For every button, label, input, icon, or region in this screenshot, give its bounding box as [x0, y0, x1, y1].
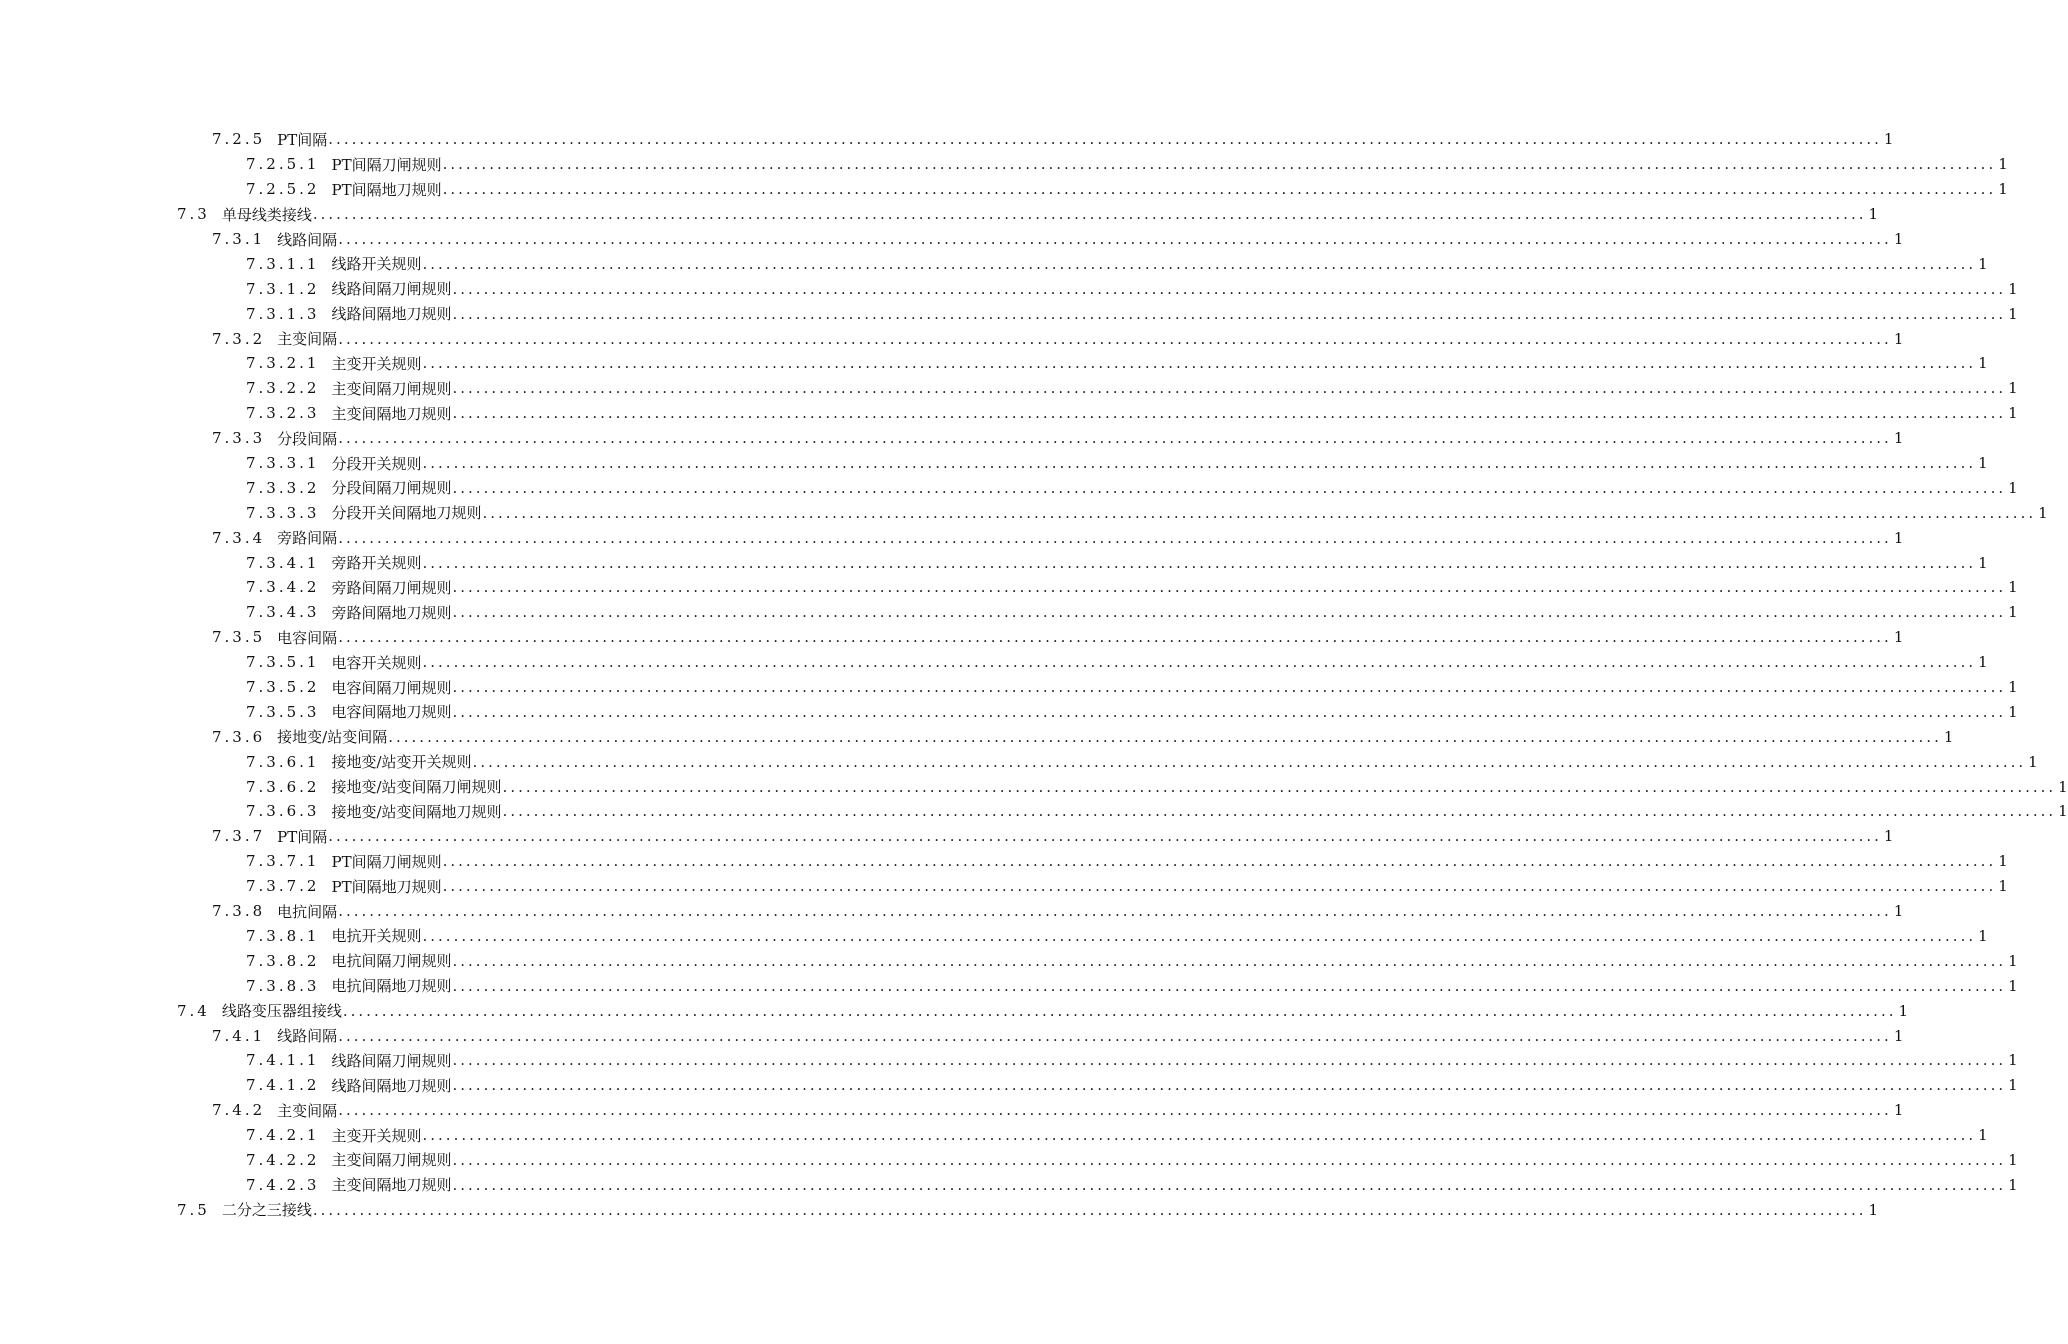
toc-entry-number: 7.3.7.1 — [246, 852, 320, 871]
toc-entry[interactable] — [0, 575, 2018, 600]
toc-dot-leader: ........................................................................................................................................................................................................ — [338, 1026, 1892, 1045]
toc-dot-leader: ........................................................................................................................................................................................................ — [338, 329, 1892, 348]
toc-entry-page-number: 1 — [1978, 454, 1988, 473]
toc-entry[interactable] — [0, 874, 2008, 899]
toc-dot-leader: ........................................................................................................................................................................................................ — [338, 230, 1892, 248]
toc-entry[interactable] — [0, 376, 2018, 401]
toc-entry-page-number: 1 — [2008, 678, 2018, 697]
toc-entry-number: 7.4.2.3 — [246, 1175, 320, 1194]
toc-entry-title: 分段间隔 — [277, 429, 338, 448]
toc-entry-number: 7.3.1.2 — [246, 279, 320, 298]
toc-entry-title: 电容间隔地刀规则 — [331, 703, 452, 722]
toc-entry[interactable] — [0, 1048, 2018, 1073]
toc-entry-number: 7.2.5 — [212, 130, 266, 149]
toc-entry-text — [246, 1149, 2006, 1170]
toc-dot-leader: ........................................................................................................................................................................................................ — [452, 478, 2007, 497]
toc-entry[interactable] — [0, 849, 2008, 874]
toc-entry-page-number: 1 — [1893, 528, 1904, 547]
toc-entry-number: 7.4.2.1 — [246, 1126, 320, 1145]
toc-entry-title: PT间隔地刀规则 — [331, 877, 442, 896]
toc-entry-title: 线路间隔地刀规则 — [331, 305, 452, 324]
toc-entry-page-number: 1 — [1943, 727, 1954, 746]
toc-entry-text — [246, 801, 2056, 822]
toc-entry-text — [246, 179, 1996, 200]
toc-entry-title: 线路间隔 — [277, 230, 338, 249]
toc-dot-leader: ........................................................................................................................................................................................................ — [452, 304, 2007, 323]
toc-entry-text — [177, 1000, 1897, 1021]
toc-dot-leader: ........................................................................................................................................................................................................ — [452, 702, 2007, 721]
table-of-contents — [0, 127, 2068, 1222]
toc-dot-leader: ........................................................................................................................................................................................................ — [472, 752, 2027, 771]
toc-dot-leader: ........................................................................................................................................................................................................ — [422, 653, 1977, 672]
toc-entry-number: 7.2.5.1 — [246, 155, 320, 174]
toc-entry[interactable] — [0, 451, 1988, 476]
toc-entry-text — [246, 950, 2006, 971]
toc-entry-text — [212, 229, 1892, 250]
toc-entry-text — [246, 975, 2006, 996]
toc-entry-number: 7.4.1.1 — [246, 1051, 320, 1070]
toc-entry-page-number: 1 — [1883, 827, 1894, 846]
toc-entry-text — [212, 826, 1882, 847]
toc-entry-title: 线路间隔 — [277, 1027, 338, 1045]
toc-entry-page-number: 1 — [2008, 304, 2018, 323]
toc-entry-page-number: 1 — [2008, 1175, 2018, 1194]
toc-entry-title: 主变间隔地刀规则 — [331, 404, 452, 423]
toc-dot-leader: ........................................................................................................................................................................................................ — [452, 404, 2007, 423]
toc-entry-page-number: 1 — [2008, 279, 2018, 298]
toc-entry-page-number: 1 — [1978, 653, 1988, 672]
toc-entry-number: 7.3.8 — [212, 902, 266, 921]
toc-entry-number: 7.3.1 — [212, 230, 266, 248]
toc-entry-number: 7.3.3 — [212, 429, 266, 448]
toc-dot-leader: ........................................................................................................................................................................................................ — [422, 1126, 1977, 1145]
toc-dot-leader: ........................................................................................................................................................................................................ — [452, 976, 2007, 995]
toc-dot-leader: ........................................................................................................................................................................................................ — [442, 852, 1997, 871]
toc-entry-number: 7.3.6 — [212, 727, 266, 746]
toc-entry-title: 主变间隔刀闸规则 — [331, 1151, 452, 1170]
toc-entry-page-number: 1 — [1978, 1126, 1988, 1145]
toc-dot-leader: ........................................................................................................................................................................................................ — [422, 454, 1977, 473]
toc-entry[interactable] — [0, 152, 2008, 177]
toc-entry-page-number: 1 — [2028, 752, 2038, 771]
toc-entry-page-number: 1 — [2008, 1150, 2018, 1169]
toc-entry[interactable] — [0, 1073, 2018, 1098]
toc-entry-number: 7.3.2.2 — [246, 379, 320, 398]
toc-entry-page-number: 1 — [2058, 802, 2068, 821]
toc-entry-text — [246, 403, 2006, 424]
toc-entry-title: 线路间隔刀闸规则 — [331, 280, 452, 299]
toc-entry-title: 电容间隔 — [277, 628, 338, 647]
toc-dot-leader: ........................................................................................................................................................................................................ — [422, 254, 1977, 273]
toc-entry-page-number: 1 — [1998, 180, 2008, 199]
toc-entry-number: 7.3.3.1 — [246, 454, 320, 473]
toc-entry-number: 7.3.2 — [212, 329, 266, 348]
toc-entry[interactable] — [0, 351, 1988, 376]
toc-entry-title: 单母线类接线 — [221, 205, 312, 224]
toc-entry[interactable] — [0, 799, 2068, 824]
toc-entry-number: 7.3.2.3 — [246, 404, 320, 423]
toc-entry-text — [212, 527, 1892, 548]
toc-entry-number: 7.3.5.3 — [246, 702, 320, 721]
toc-entry[interactable] — [0, 227, 1904, 252]
toc-entry-number: 7.3.8.2 — [246, 951, 320, 970]
toc-entry-page-number: 1 — [1893, 1101, 1904, 1120]
toc-entry-text — [246, 477, 2006, 498]
toc-entry-title: 电抗间隔刀闸规则 — [331, 952, 452, 971]
toc-entry[interactable] — [0, 276, 2018, 301]
toc-entry[interactable] — [0, 1197, 1879, 1222]
toc-entry-title: 旁路间隔刀闸规则 — [331, 578, 452, 597]
toc-entry-text — [212, 129, 1882, 150]
toc-entry-text — [246, 677, 2006, 698]
toc-entry[interactable] — [0, 699, 2018, 724]
toc-entry-number: 7.3.4.1 — [246, 553, 320, 572]
toc-entry-title: 电抗间隔地刀规则 — [331, 977, 452, 996]
toc-dot-leader: ........................................................................................................................................................................................................ — [482, 503, 2037, 522]
toc-entry-number: 7.4.2.2 — [246, 1150, 320, 1169]
toc-entry-title: 分段间隔刀闸规则 — [331, 479, 452, 498]
toc-entry[interactable] — [0, 500, 2048, 525]
toc-entry-number: 7.3.3.2 — [246, 478, 320, 497]
toc-entry-page-number: 1 — [1893, 628, 1904, 647]
toc-dot-leader: ........................................................................................................................................................................................................ — [342, 1001, 1897, 1020]
toc-entry-page-number: 1 — [1893, 329, 1904, 348]
toc-entry-number: 7.3.4.2 — [246, 578, 320, 597]
toc-entry-number: 7.3.7.2 — [246, 877, 320, 896]
toc-dot-leader: ........................................................................................................................................................................................................ — [452, 1076, 2007, 1095]
toc-entry-page-number: 1 — [1883, 130, 1894, 149]
toc-entry-text — [246, 253, 1976, 274]
toc-dot-leader: ........................................................................................................................................................................................................ — [452, 1175, 2007, 1194]
toc-entry[interactable] — [0, 251, 1988, 276]
toc-entry-number: 7.3 — [177, 205, 210, 224]
toc-dot-leader: ........................................................................................................................................................................................................ — [338, 628, 1892, 647]
toc-entry[interactable] — [0, 749, 2038, 774]
toc-entry[interactable] — [0, 625, 1904, 650]
toc-entry[interactable] — [0, 1123, 1988, 1148]
toc-dot-leader: ........................................................................................................................................................................................................ — [312, 205, 1867, 224]
toc-entry-number: 7.4.1 — [212, 1026, 266, 1045]
toc-entry[interactable] — [0, 426, 1904, 451]
toc-entry-page-number: 1 — [2008, 702, 2018, 721]
toc-entry-title: 旁路间隔 — [277, 529, 338, 548]
toc-entry-text — [246, 602, 2006, 623]
toc-entry-text — [246, 925, 1976, 946]
toc-entry-number: 7.3.4.3 — [246, 603, 320, 622]
toc-entry-text — [212, 1025, 1892, 1046]
toc-entry-title: 线路间隔刀闸规则 — [331, 1051, 452, 1070]
toc-entry-text — [212, 1100, 1892, 1121]
toc-entry[interactable] — [0, 301, 2018, 326]
toc-dot-leader: ........................................................................................................................................................................................................ — [442, 180, 1997, 199]
toc-entry[interactable] — [0, 202, 1879, 227]
toc-entry-page-number: 1 — [2008, 578, 2018, 597]
toc-entry[interactable] — [0, 525, 1904, 550]
toc-dot-leader: ........................................................................................................................................................................................................ — [338, 1101, 1892, 1120]
toc-entry[interactable] — [0, 475, 2018, 500]
toc-entry-number: 7.3.5.2 — [246, 678, 320, 697]
toc-entry-page-number: 1 — [1898, 1001, 1909, 1020]
toc-entry-text — [246, 552, 1976, 573]
toc-entry-text — [246, 353, 1976, 374]
toc-entry-text — [212, 428, 1892, 449]
toc-entry[interactable] — [0, 127, 1894, 152]
toc-entry-text — [246, 303, 2006, 324]
toc-dot-leader: ........................................................................................................................................................................................................ — [452, 279, 2007, 298]
toc-entry[interactable] — [0, 550, 1988, 575]
toc-entry-page-number: 1 — [1893, 902, 1904, 921]
toc-dot-leader: ........................................................................................................................................................................................................ — [312, 1200, 1867, 1219]
toc-entry-text — [212, 627, 1892, 648]
toc-entry-title: 二分之三接线 — [221, 1201, 312, 1220]
toc-entry[interactable] — [0, 650, 1988, 675]
toc-entry-text — [246, 378, 2006, 399]
toc-entry-number: 7.3.3.3 — [246, 503, 320, 522]
toc-entry[interactable] — [0, 600, 2018, 625]
toc-entry-page-number: 1 — [2008, 603, 2018, 622]
toc-entry-number: 7.3.1.1 — [246, 254, 320, 273]
toc-entry-title: 接地变/站变间隔地刀规则 — [331, 802, 502, 821]
toc-entry-title: 电抗间隔 — [277, 902, 338, 921]
toc-dot-leader: ........................................................................................................................................................................................................ — [502, 802, 2057, 821]
toc-dot-leader: ........................................................................................................................................................................................................ — [442, 877, 1997, 896]
toc-dot-leader: ........................................................................................................................................................................................................ — [452, 578, 2007, 597]
toc-entry-title: 分段开关间隔地刀规则 — [331, 504, 482, 523]
toc-entry-title: 主变开关规则 — [331, 1126, 422, 1145]
toc-entry[interactable] — [0, 973, 2018, 998]
toc-entry-title: 主变间隔刀闸规则 — [331, 379, 452, 398]
toc-entry-number: 7.4.1.2 — [246, 1076, 320, 1095]
toc-dot-leader: ........................................................................................................................................................................................................ — [452, 379, 2007, 398]
toc-entry[interactable] — [0, 1023, 1904, 1048]
toc-entry-page-number: 1 — [2058, 777, 2068, 796]
toc-entry-title: 旁路开关规则 — [331, 554, 422, 573]
toc-entry-page-number: 1 — [2008, 379, 2018, 398]
toc-dot-leader: ........................................................................................................................................................................................................ — [328, 130, 1882, 149]
toc-entry-text — [212, 901, 1892, 922]
toc-entry-page-number: 1 — [1893, 1026, 1904, 1045]
toc-entry-title: 线路间隔地刀规则 — [331, 1076, 452, 1095]
toc-entry-title: PT间隔 — [277, 130, 328, 149]
toc-entry-page-number: 1 — [2008, 951, 2018, 970]
toc-entry-page-number: 1 — [1998, 155, 2008, 174]
toc-entry-page-number: 1 — [2008, 404, 2018, 423]
toc-entry-title: 线路开关规则 — [331, 255, 422, 274]
toc-entry-title: 接地变/站变开关规则 — [331, 753, 472, 772]
toc-entry[interactable] — [0, 998, 1909, 1023]
toc-entry-number: 7.3.1.3 — [246, 304, 320, 323]
toc-entry-page-number: 1 — [1978, 926, 1988, 945]
toc-entry-page-number: 1 — [1998, 852, 2008, 871]
toc-entry-number: 7.3.5.1 — [246, 653, 320, 672]
toc-dot-leader: ........................................................................................................................................................................................................ — [452, 951, 2007, 970]
toc-entry-number: 7.3.6.3 — [246, 802, 320, 821]
toc-entry-number: 7.3.8.3 — [246, 976, 320, 995]
toc-entry[interactable] — [0, 1172, 2018, 1197]
toc-entry-text — [246, 453, 1976, 474]
toc-entry-title: 主变间隔 — [277, 1101, 338, 1120]
toc-dot-leader: ........................................................................................................................................................................................................ — [338, 429, 1892, 448]
toc-entry[interactable] — [0, 401, 2018, 426]
toc-dot-leader: ........................................................................................................................................................................................................ — [422, 354, 1977, 373]
toc-dot-leader: ........................................................................................................................................................................................................ — [452, 1051, 2007, 1070]
toc-entry-title: 接地变/站变间隔 — [277, 728, 388, 747]
toc-entry[interactable] — [0, 774, 2068, 799]
toc-entry-text — [246, 1075, 2006, 1096]
toc-entry-text — [246, 701, 2006, 722]
toc-entry-title: PT间隔 — [277, 827, 328, 846]
toc-entry-text — [246, 776, 2056, 797]
toc-entry-title: PT间隔刀闸规则 — [331, 155, 442, 174]
toc-entry-page-number: 1 — [1978, 354, 1988, 373]
toc-dot-leader: ........................................................................................................................................................................................................ — [422, 553, 1977, 572]
toc-entry-title: 线路变压器组接线 — [221, 1002, 342, 1021]
toc-dot-leader: ........................................................................................................................................................................................................ — [442, 155, 1997, 174]
toc-entry-page-number: 1 — [1868, 1200, 1879, 1219]
toc-entry-page-number: 1 — [1978, 254, 1988, 273]
toc-entry-page-number: 1 — [2038, 503, 2048, 522]
toc-entry-title: 电容开关规则 — [331, 653, 422, 672]
toc-entry[interactable] — [0, 948, 2018, 973]
toc-entry-text — [246, 1174, 2006, 1195]
toc-entry-text — [246, 502, 2036, 523]
toc-entry[interactable] — [0, 675, 2018, 700]
toc-entry-text — [246, 577, 2006, 598]
toc-entry-text — [177, 204, 1867, 225]
toc-entry-number: 7.4 — [177, 1001, 210, 1020]
toc-entry-text — [246, 751, 2026, 772]
toc-entry-page-number: 1 — [1893, 429, 1904, 448]
toc-dot-leader: ........................................................................................................................................................................................................ — [452, 603, 2007, 622]
toc-entry-number: 7.3.8.1 — [246, 926, 320, 945]
toc-dot-leader: ........................................................................................................................................................................................................ — [328, 827, 1882, 846]
toc-entry-page-number: 1 — [1868, 205, 1879, 224]
toc-entry-title: 电抗开关规则 — [331, 927, 422, 946]
toc-entry-number: 7.5 — [177, 1200, 210, 1219]
toc-entry-title: 接地变/站变间隔刀闸规则 — [331, 778, 502, 797]
toc-entry-page-number: 1 — [2008, 1051, 2018, 1070]
toc-dot-leader: ........................................................................................................................................................................................................ — [452, 1150, 2007, 1169]
toc-entry-title: 分段开关规则 — [331, 454, 422, 473]
toc-entry-title: 主变间隔地刀规则 — [331, 1176, 452, 1195]
toc-entry[interactable] — [0, 899, 1904, 924]
toc-entry-number: 7.2.5.2 — [246, 180, 320, 199]
toc-entry-title: PT间隔地刀规则 — [331, 180, 442, 199]
toc-entry[interactable] — [0, 924, 1988, 949]
toc-entry[interactable] — [0, 1098, 1904, 1123]
toc-entry-number: 7.4.2 — [212, 1101, 266, 1120]
toc-entry-number: 7.3.4 — [212, 528, 266, 547]
toc-entry-page-number: 1 — [1998, 877, 2008, 896]
toc-dot-leader: ........................................................................................................................................................................................................ — [502, 777, 2057, 796]
toc-dot-leader: ........................................................................................................................................................................................................ — [388, 727, 1942, 746]
toc-entry-number: 7.3.7 — [212, 827, 266, 846]
toc-entry-text — [177, 1199, 1867, 1220]
toc-entry-text — [246, 851, 1996, 872]
toc-entry-page-number: 1 — [2008, 1076, 2018, 1095]
toc-dot-leader: ........................................................................................................................................................................................................ — [422, 926, 1977, 945]
toc-entry-number: 7.3.5 — [212, 628, 266, 647]
toc-entry[interactable] — [0, 824, 1894, 849]
toc-entry-text — [212, 726, 1942, 747]
toc-entry-text — [246, 278, 2006, 299]
toc-entry-title: 主变间隔 — [277, 330, 338, 349]
toc-entry-page-number: 1 — [2008, 478, 2018, 497]
toc-entry-page-number: 1 — [1893, 230, 1904, 248]
toc-entry-text — [246, 1050, 2006, 1071]
toc-entry-page-number: 1 — [2008, 976, 2018, 995]
toc-entry-title: PT间隔刀闸规则 — [331, 852, 442, 871]
toc-entry[interactable] — [0, 1148, 2018, 1173]
toc-dot-leader: ........................................................................................................................................................................................................ — [338, 902, 1892, 921]
toc-entry-text — [246, 154, 1996, 175]
toc-entry[interactable] — [0, 326, 1904, 351]
toc-entry-text — [246, 1125, 1976, 1146]
toc-entry[interactable] — [0, 177, 2008, 202]
toc-entry-title: 旁路间隔地刀规则 — [331, 603, 452, 622]
toc-entry-title: 主变开关规则 — [331, 354, 422, 373]
toc-entry-number: 7.3.6.2 — [246, 777, 320, 796]
toc-entry-text — [246, 876, 1996, 897]
toc-entry-title: 电容间隔刀闸规则 — [331, 678, 452, 697]
toc-entry[interactable] — [0, 724, 1954, 749]
toc-entry-text — [246, 652, 1976, 673]
toc-entry-text — [212, 328, 1892, 349]
toc-dot-leader: ........................................................................................................................................................................................................ — [452, 678, 2007, 697]
toc-dot-leader: ........................................................................................................................................................................................................ — [338, 528, 1892, 547]
toc-entry-number: 7.3.6.1 — [246, 752, 320, 771]
toc-entry-page-number: 1 — [1978, 553, 1988, 572]
toc-entry-number: 7.3.2.1 — [246, 354, 320, 373]
